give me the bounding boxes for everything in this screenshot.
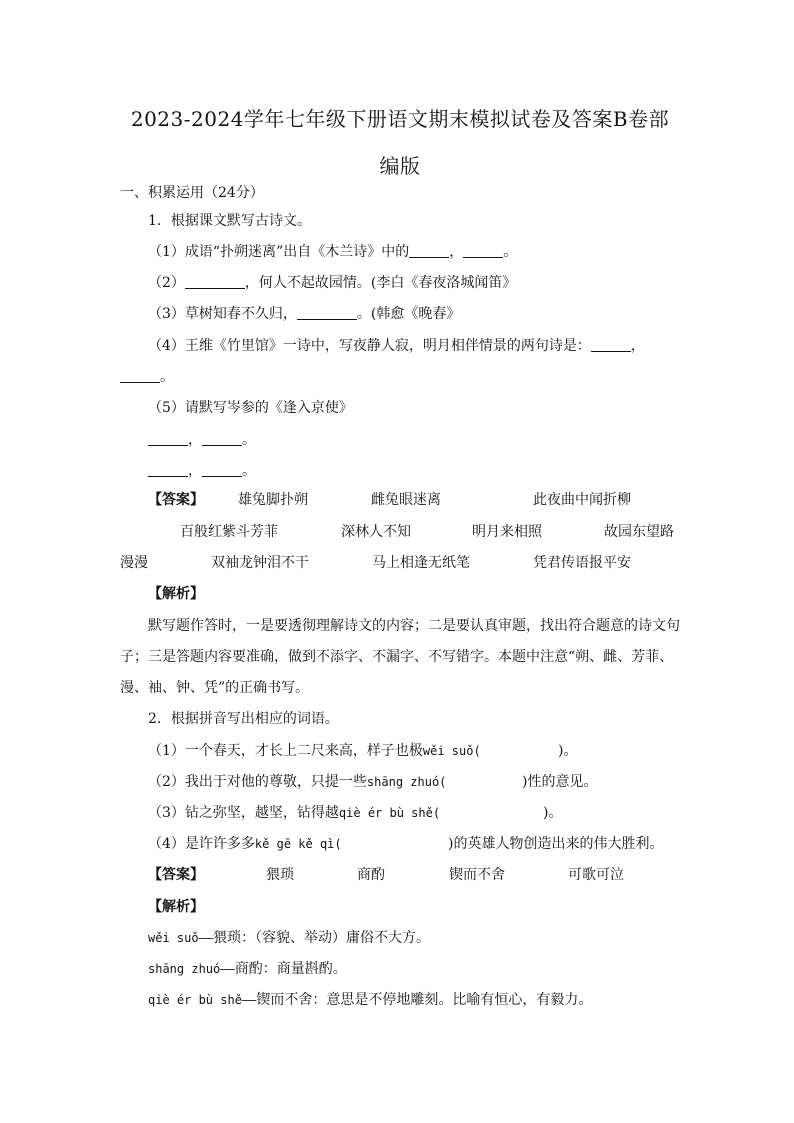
q2-analysis-label: 【解析】	[148, 899, 204, 915]
q1-answer-item: 故园东望路	[604, 524, 674, 540]
q2-sub-1: （1）一个春天，才长上二尺来高，样子也极wěi suǒ(	[148, 743, 481, 759]
q1-answer-item: 雄兔脚扑朔	[238, 492, 308, 508]
fill-blank	[120, 368, 160, 383]
q1-answer-item: 深林人不知	[341, 524, 411, 540]
q1-sub-5: （5）请默写岑参的《逢入京使》	[148, 400, 353, 416]
fill-blank	[202, 462, 242, 477]
q1-answer-label: 【答案】	[148, 492, 204, 508]
title-line-1: 2023-2024学年七年级下册语文期末模拟试卷及答案B卷部	[130, 107, 670, 131]
q2-sub-3-end: )。	[543, 805, 563, 821]
q1-sub-2: （2） ，何人不起故园情。(李白《春夜洛城闻笛》	[148, 275, 517, 291]
q2-answer-item: 猥琐	[266, 867, 294, 883]
q1-answer-item: 百般红紫斗芳菲	[180, 524, 278, 540]
q1-answer-item: 漫漫	[120, 555, 148, 571]
q1-analysis-line: 子；三是答题内容要准确，做到不添字、不漏字、不写错字。本题中注意“朔、雌、芳菲、	[120, 649, 674, 665]
fill-blank	[463, 243, 503, 258]
question-1-stem: 1．根据课文默写古诗文。	[148, 213, 311, 229]
q1-sub-3: （3）草树知春不久归， 。(韩愈《晚春》	[148, 306, 461, 322]
q2-analysis-line: qiè ér bù shě——锲而不舍：意思是不停地雕刻。比喻有恒心，有毅力。	[148, 992, 593, 1008]
q2-answer-item: 可歌可泣	[568, 867, 624, 883]
q1-sub-5-line-1: ， 。	[148, 430, 256, 450]
fill-blank	[185, 274, 245, 289]
q1-sub-1: （1）成语“扑朔迷离”出自《木兰诗》中的 ， 。	[148, 244, 518, 260]
q2-sub-4-end: )的英雄人物创造出来的伟大胜利。	[448, 836, 664, 852]
q2-sub-2-end: )性的意见。	[522, 774, 598, 790]
q1-sub-5-line-2: ， 。	[148, 461, 256, 481]
fill-blank	[409, 243, 449, 258]
q1-answer-item: 双袖龙钟泪不干	[211, 555, 309, 571]
fill-blank	[148, 462, 188, 477]
q1-sub-4: （4）王维《竹里馆》一诗中，写夜静人寂，明月相伴情景的两句诗是： ，	[148, 338, 645, 354]
section-heading: 一、积累运用（24分）	[120, 185, 264, 201]
q1-analysis-line: 默写题作答时，一是要透彻理解诗文的内容；二是要认真审题，找出符合题意的诗文句	[148, 618, 680, 634]
q2-sub-3: （3）钻之弥坚，越坚，钻得越qiè ér bù shě(	[148, 805, 441, 821]
q1-answer-item: 此夜曲中闻折柳	[533, 492, 631, 508]
q1-sub-4-cont: 。	[120, 367, 174, 387]
q2-sub-1-end: )。	[558, 743, 578, 759]
q1-answer-item: 马上相逢无纸笔	[372, 555, 470, 571]
q2-answer-label: 【答案】	[148, 867, 204, 883]
q1-answer-item: 凭君传语报平安	[533, 555, 631, 571]
question-2-stem: 2．根据拼音写出相应的词语。	[148, 711, 339, 727]
fill-blank	[591, 337, 631, 352]
q2-analysis-line: wěi suǒ——猥琐：（容貌、举动）庸俗不大方。	[148, 930, 431, 946]
document-title	[110, 96, 690, 190]
q1-analysis-line: 漫、袖、钟、凭”的正确书写。	[120, 680, 310, 696]
title-line-2: 编版	[379, 154, 421, 178]
q1-answer-item: 明月来相照	[472, 524, 542, 540]
q2-analysis-line: shāng zhuó——商酌：商量斟酌。	[148, 961, 347, 977]
q2-answer-item: 锲而不舍	[449, 867, 505, 883]
q2-sub-4: （4）是许许多多kě gē kě qì(	[148, 836, 342, 852]
q2-sub-2: （2）我出于对他的尊敬，只提一些shāng zhuó(	[148, 774, 447, 790]
q1-analysis-label: 【解析】	[148, 586, 204, 602]
q2-answer-item: 商酌	[357, 867, 385, 883]
q1-answer-item: 雌兔眼迷离	[371, 492, 441, 508]
fill-blank	[148, 431, 188, 446]
fill-blank	[202, 431, 242, 446]
fill-blank	[297, 305, 357, 320]
